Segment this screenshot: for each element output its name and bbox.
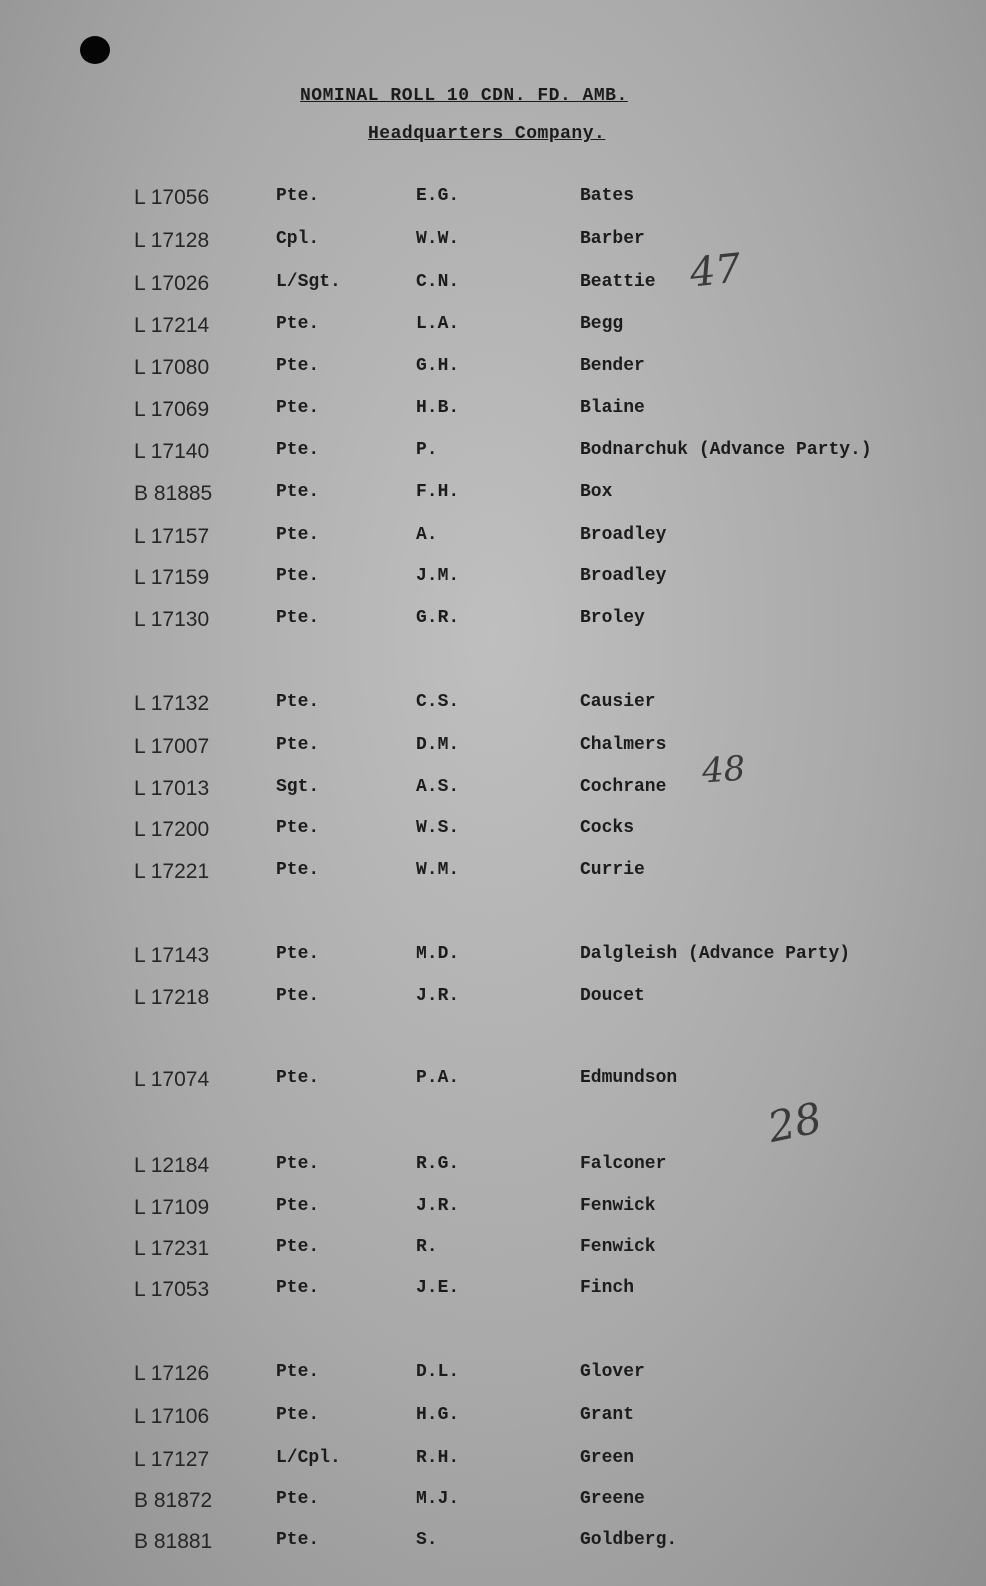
initials: J.M.	[416, 566, 460, 586]
surname: Broadley	[580, 525, 667, 545]
initials: R.	[416, 1237, 438, 1257]
rank: Pte.	[276, 1196, 320, 1216]
rank: Pte.	[276, 860, 320, 880]
initials: R.H.	[416, 1448, 460, 1468]
service-number: L 17127	[134, 1448, 210, 1471]
surname: Barber	[580, 229, 645, 249]
service-number: L 17218	[134, 986, 210, 1009]
rank: Pte.	[276, 566, 320, 586]
handwritten-annotation: 48	[700, 748, 747, 792]
rank: Pte.	[276, 1405, 320, 1425]
service-number: B 81885	[134, 482, 213, 505]
service-number: L 17056	[134, 186, 210, 209]
page-subtitle: Headquarters Company.	[368, 124, 606, 144]
punch-hole	[80, 36, 110, 64]
surname: Glover	[580, 1362, 645, 1382]
initials: W.S.	[416, 818, 460, 838]
handwritten-annotation: 28	[763, 1092, 826, 1153]
roll-entry	[0, 314, 986, 344]
initials: D.L.	[416, 1362, 460, 1382]
rank: Pte.	[276, 440, 320, 460]
rank: Pte.	[276, 1237, 320, 1257]
service-number: L 17143	[134, 944, 210, 967]
initials: J.R.	[416, 1196, 460, 1216]
service-number: L 12184	[134, 1154, 210, 1177]
rank: Pte.	[276, 944, 320, 964]
surname: Grant	[580, 1405, 635, 1425]
initials: A.S.	[416, 777, 460, 797]
rank: Pte.	[276, 398, 320, 418]
roll-entry	[0, 229, 986, 259]
rank: Pte.	[276, 1530, 320, 1550]
initials: H.G.	[416, 1405, 460, 1425]
initials: M.D.	[416, 944, 460, 964]
service-number: L 17126	[134, 1362, 210, 1385]
surname: Dalgleish (Advance Party)	[580, 944, 851, 964]
surname: Currie	[580, 860, 645, 880]
surname: Blaine	[580, 398, 645, 418]
roll-entry	[0, 1448, 986, 1478]
surname: Bodnarchuk (Advance Party.)	[580, 440, 872, 460]
roll-entry	[0, 482, 986, 512]
surname: Goldberg.	[580, 1530, 678, 1550]
service-number: L 17106	[134, 1405, 210, 1428]
service-number: L 17053	[134, 1278, 210, 1301]
service-number: L 17130	[134, 608, 210, 631]
surname: Broadley	[580, 566, 667, 586]
roll-entry	[0, 1237, 986, 1267]
initials: S.	[416, 1530, 438, 1550]
rank: L/Cpl.	[276, 1448, 341, 1468]
service-number: L 17026	[134, 272, 210, 295]
service-number: L 17069	[134, 398, 210, 421]
surname: Edmundson	[580, 1068, 678, 1088]
initials: G.R.	[416, 608, 460, 628]
rank: Pte.	[276, 986, 320, 1006]
service-number: L 17074	[134, 1068, 210, 1091]
roll-entry	[0, 356, 986, 386]
service-number: L 17231	[134, 1237, 210, 1260]
service-number: L 17140	[134, 440, 210, 463]
roll-entry	[0, 986, 986, 1016]
rank: Pte.	[276, 314, 320, 334]
service-number: L 17128	[134, 229, 210, 252]
rank: Pte.	[276, 356, 320, 376]
rank: Pte.	[276, 735, 320, 755]
surname: Finch	[580, 1278, 635, 1298]
service-number: L 17080	[134, 356, 210, 379]
roll-entry	[0, 186, 986, 216]
initials: G.H.	[416, 356, 460, 376]
rank: Pte.	[276, 482, 320, 502]
initials: J.E.	[416, 1278, 460, 1298]
roll-entry	[0, 398, 986, 428]
roll-entry	[0, 1278, 986, 1308]
initials: M.J.	[416, 1489, 460, 1509]
roll-entry	[0, 1068, 986, 1098]
initials: C.N.	[416, 272, 460, 292]
roll-entry	[0, 1530, 986, 1560]
surname: Falconer	[580, 1154, 667, 1174]
initials: J.R.	[416, 986, 460, 1006]
surname: Causier	[580, 692, 656, 712]
initials: E.G.	[416, 186, 460, 206]
surname: Cochrane	[580, 777, 667, 797]
surname: Cocks	[580, 818, 635, 838]
rank: Pte.	[276, 1154, 320, 1174]
surname: Fenwick	[580, 1237, 656, 1257]
service-number: L 17013	[134, 777, 210, 800]
rank: Pte.	[276, 608, 320, 628]
initials: H.B.	[416, 398, 460, 418]
rank: Pte.	[276, 818, 320, 838]
roll-entry	[0, 1196, 986, 1226]
roll-entry	[0, 1154, 986, 1184]
initials: A.	[416, 525, 438, 545]
surname: Beattie	[580, 272, 656, 292]
surname: Bates	[580, 186, 635, 206]
roll-entry	[0, 860, 986, 890]
service-number: L 17132	[134, 692, 210, 715]
service-number: L 17157	[134, 525, 210, 548]
initials: D.M.	[416, 735, 460, 755]
surname: Chalmers	[580, 735, 667, 755]
service-number: L 17007	[134, 735, 210, 758]
rank: Pte.	[276, 1278, 320, 1298]
service-number: B 81881	[134, 1530, 213, 1553]
initials: W.M.	[416, 860, 460, 880]
roll-entry	[0, 608, 986, 638]
rank: Pte.	[276, 1362, 320, 1382]
initials: P.A.	[416, 1068, 460, 1088]
rank: Pte.	[276, 186, 320, 206]
roll-entry	[0, 440, 986, 470]
surname: Begg	[580, 314, 624, 334]
initials: R.G.	[416, 1154, 460, 1174]
roll-entry	[0, 525, 986, 555]
service-number: L 17221	[134, 860, 210, 883]
service-number: L 17159	[134, 566, 210, 589]
surname: Fenwick	[580, 1196, 656, 1216]
rank: Pte.	[276, 1489, 320, 1509]
surname: Greene	[580, 1489, 645, 1509]
roll-entry	[0, 944, 986, 974]
handwritten-annotation: 47	[687, 245, 744, 297]
rank: Pte.	[276, 1068, 320, 1088]
initials: P.	[416, 440, 438, 460]
surname: Green	[580, 1448, 635, 1468]
roll-entry	[0, 272, 986, 302]
initials: C.S.	[416, 692, 460, 712]
initials: L.A.	[416, 314, 460, 334]
roll-entry	[0, 566, 986, 596]
rank: Cpl.	[276, 229, 320, 249]
rank: Pte.	[276, 692, 320, 712]
roll-entry	[0, 1405, 986, 1435]
roll-entry	[0, 1489, 986, 1519]
surname: Doucet	[580, 986, 645, 1006]
service-number: B 81872	[134, 1489, 213, 1512]
initials: W.W.	[416, 229, 460, 249]
page-title: NOMINAL ROLL 10 CDN. FD. AMB.	[300, 86, 628, 106]
roll-entry	[0, 1362, 986, 1392]
roll-entry	[0, 777, 986, 807]
rank: Sgt.	[276, 777, 320, 797]
surname: Bender	[580, 356, 645, 376]
rank: L/Sgt.	[276, 272, 341, 292]
rank: Pte.	[276, 525, 320, 545]
roll-entry	[0, 692, 986, 722]
service-number: L 17200	[134, 818, 210, 841]
surname: Broley	[580, 608, 645, 628]
initials: F.H.	[416, 482, 460, 502]
service-number: L 17109	[134, 1196, 210, 1219]
roll-entry	[0, 735, 986, 765]
service-number: L 17214	[134, 314, 210, 337]
roll-entry	[0, 818, 986, 848]
surname: Box	[580, 482, 613, 502]
